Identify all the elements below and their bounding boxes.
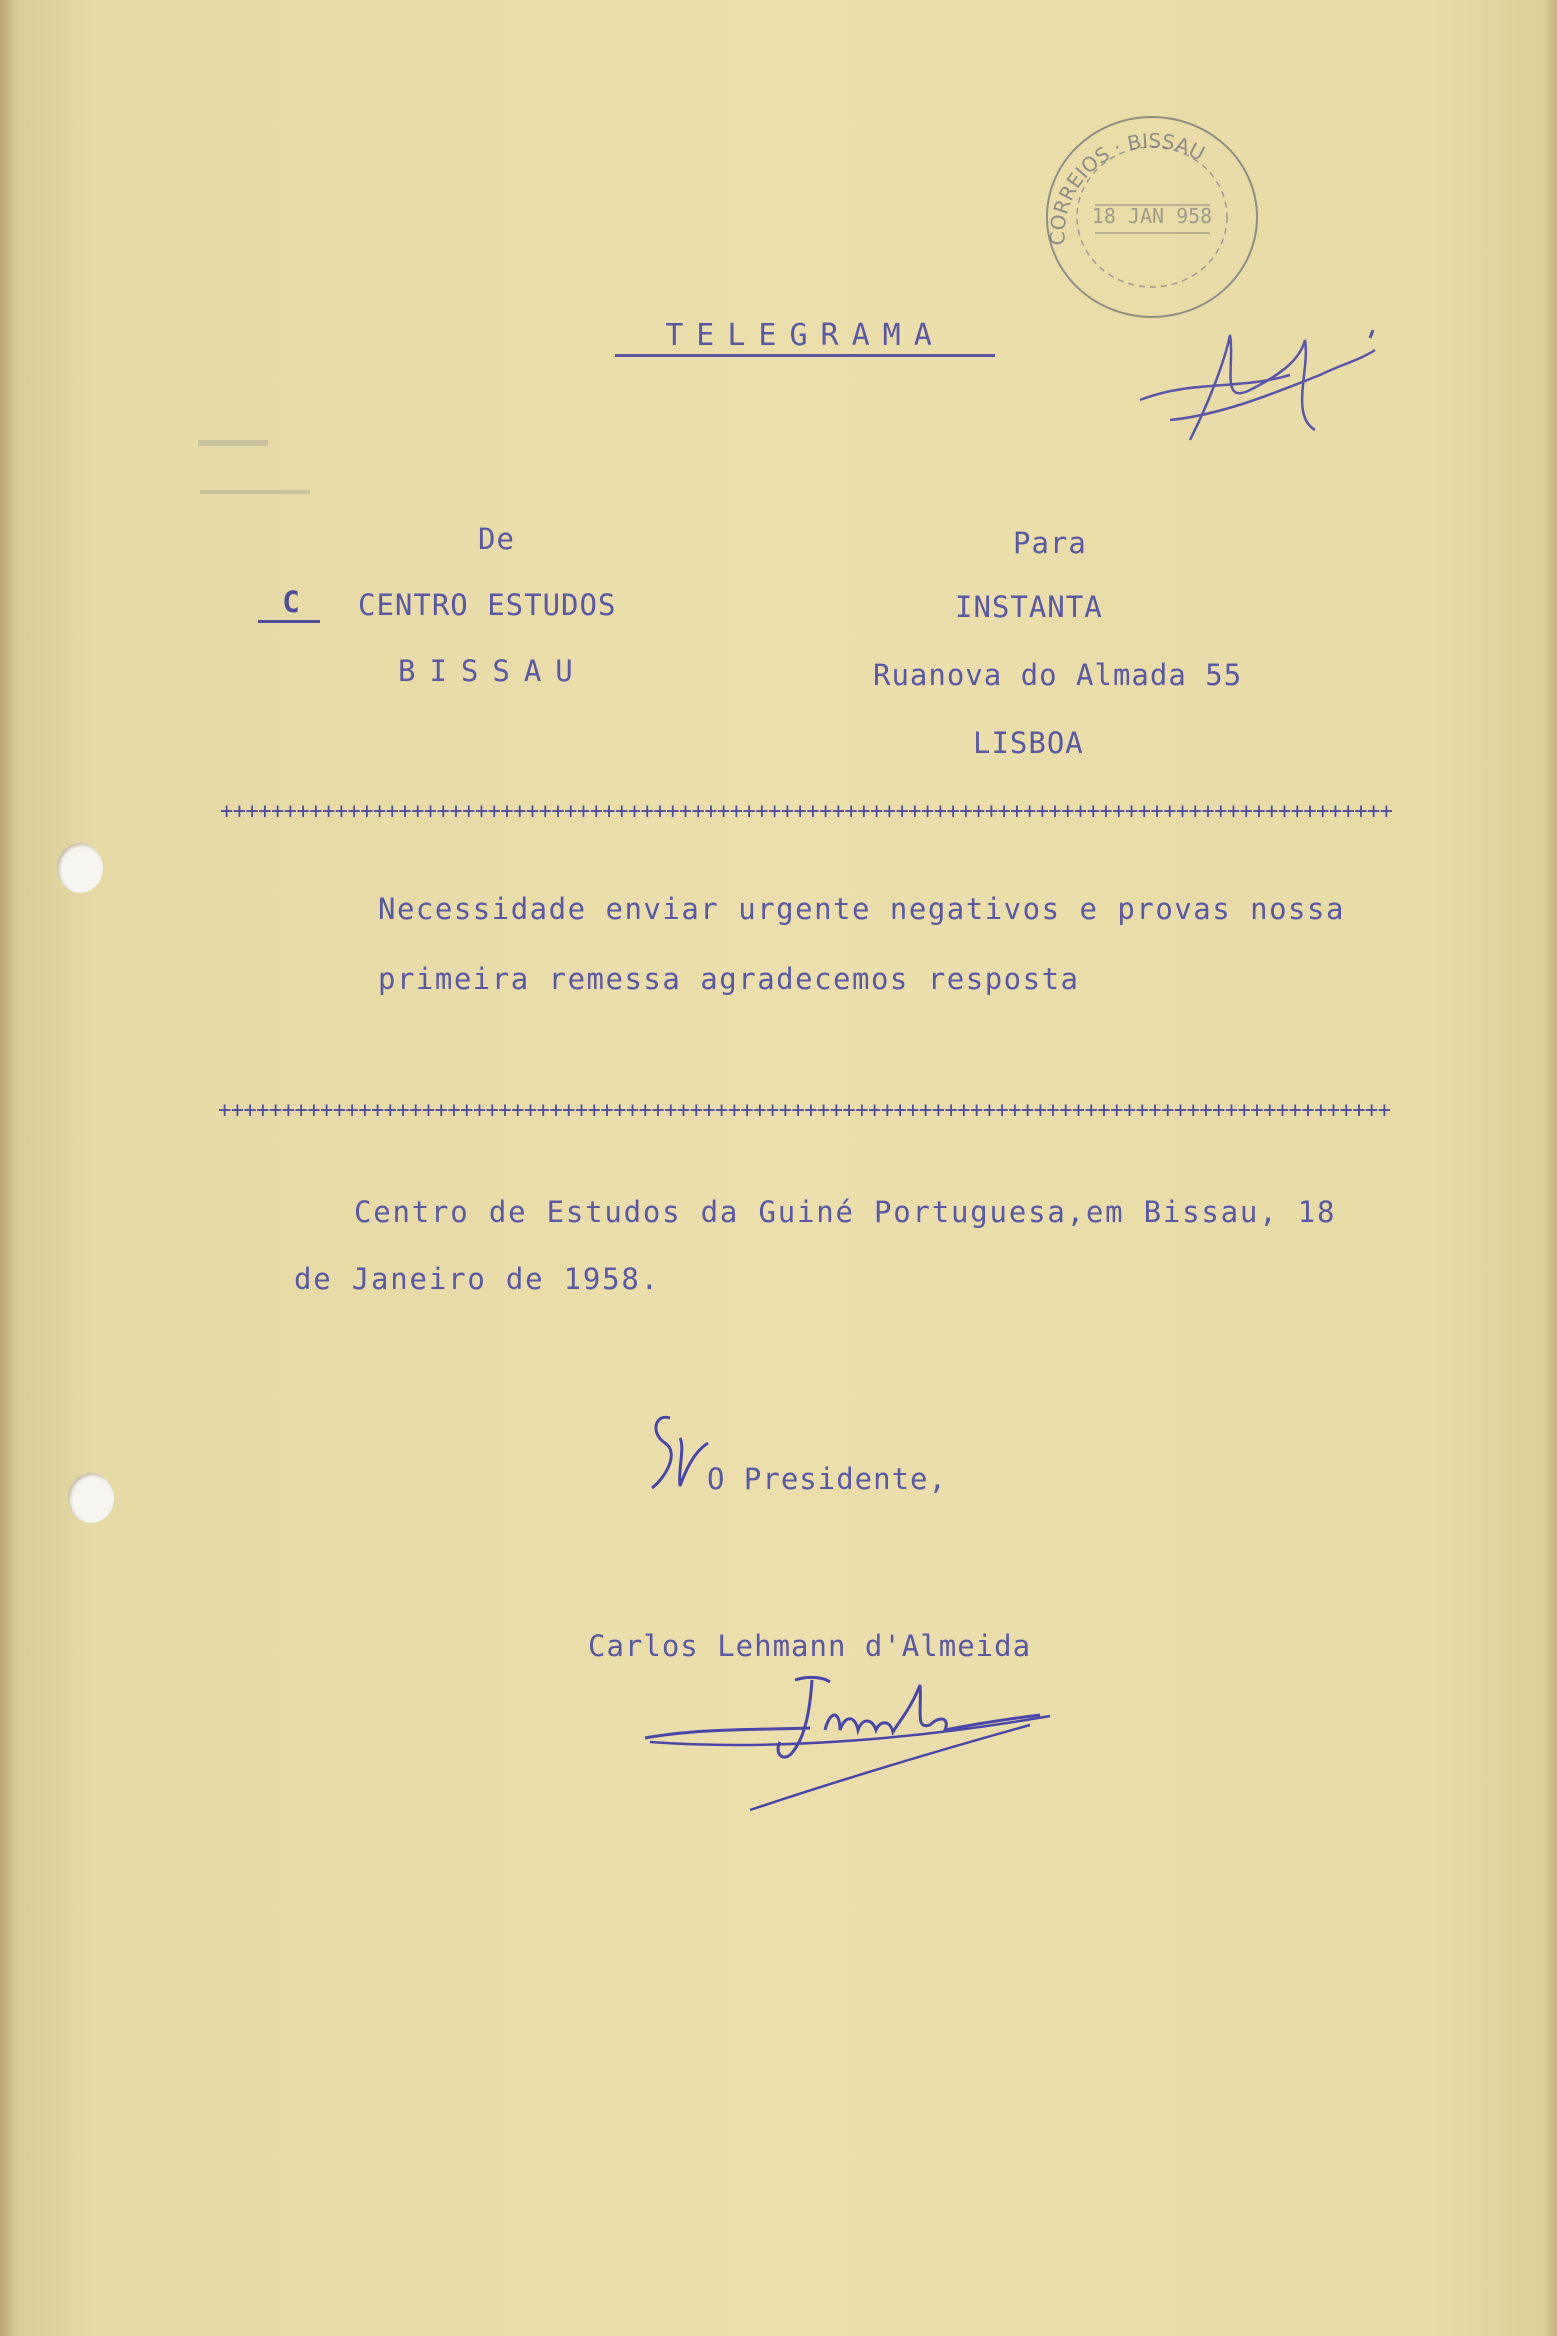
to-city: LISBOA [973, 726, 1084, 760]
punch-hole-top [57, 843, 103, 893]
closing-line-1: Centro de Estudos da Guiné Portuguesa,em Bissau, 18 [354, 1195, 1337, 1229]
to-address: Ruanova do Almada 55 [873, 658, 1243, 692]
signoff: O Presidente, [707, 1462, 947, 1496]
paper-left-edge [0, 0, 18, 2336]
pencil-mark [198, 440, 268, 446]
stamp-date: 18 JAN 958 [1091, 204, 1213, 228]
separator-bottom: ++++++++++++++++++++++++++++++++++++++++++++++++++++++++++++++++++++++++++++++++++++++++++++ [218, 1098, 1391, 1123]
signer-name: Carlos Lehmann d'Almeida [588, 1629, 1032, 1663]
from-mark: C [282, 585, 300, 619]
message-line-1: Necessidade enviar urgente negativos e provas nossa [378, 892, 1345, 926]
from-label: De [478, 522, 515, 556]
separator-top: ++++++++++++++++++++++++++++++++++++++++++++++++++++++++++++++++++++++++++++++++++++++++++++ [220, 799, 1393, 824]
document-title: TELEGRAMA [665, 318, 945, 353]
to-label: Para [1013, 526, 1087, 560]
paper-right-edge [1545, 0, 1557, 2336]
to-name: INSTANTA [955, 590, 1103, 624]
punch-hole-bottom [68, 1473, 114, 1523]
closing-line-2: de Janeiro de 1958. [294, 1262, 660, 1296]
initials-scribble [1130, 320, 1390, 460]
title-underline [615, 354, 995, 357]
from-name: CENTRO ESTUDOS [358, 588, 617, 622]
stamp-text: CORREIOS · BISSAU [1045, 128, 1209, 246]
from-mark-underline [258, 620, 320, 623]
message-line-2: primeira remessa agradecemos resposta [378, 962, 1080, 996]
postmark-stamp [1025, 105, 1275, 330]
from-city: BISSAU [398, 654, 587, 688]
signature [640, 1670, 1060, 1830]
pencil-mark [200, 490, 310, 494]
